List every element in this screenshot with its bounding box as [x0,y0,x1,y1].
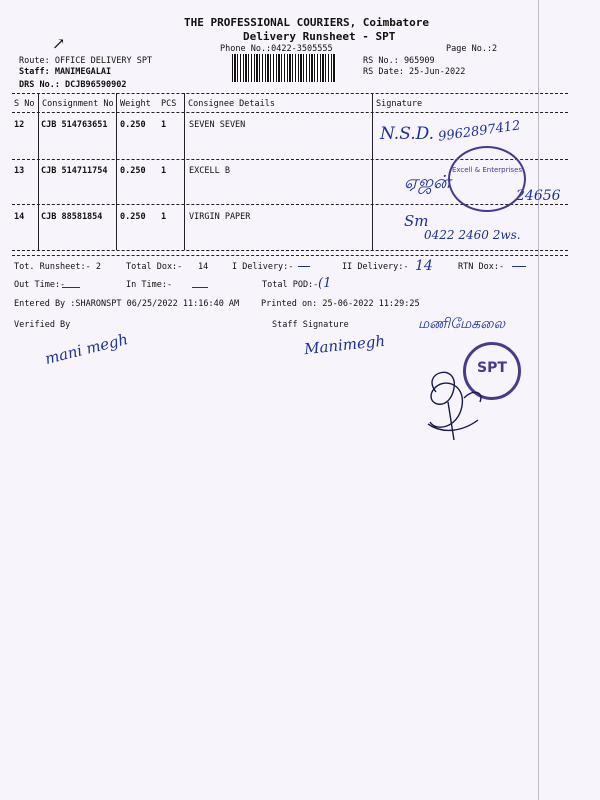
entered-by: Entered By :SHARONSPT 06/25/2022 11:16:40 AM [14,299,240,309]
excell-stamp-text: Excell & Enterprises [451,166,523,174]
table-bottom-rule [12,250,568,251]
printed-on: Printed on: 25-06-2022 11:29:25 [261,299,420,309]
table-top-rule [12,93,568,94]
spt-stamp-text: SPT [477,360,507,376]
row-pcs: 1 [161,120,167,130]
phone-number: Phone No.:0422-3505555 [220,44,333,54]
staff: Staff: MANIMEGALAI [19,67,112,77]
total-pod: Total POD:- [262,280,319,290]
in-time: In Time:- [126,280,173,290]
page-edge [538,0,539,800]
pen-mark-icon: ↗ [52,34,66,53]
verified-by: Verified By [14,320,71,330]
row14-phone: 0422 2460 2ws. [424,228,521,242]
row-consignment: CJB 88581854 [41,212,103,222]
column-divider [372,93,373,250]
table-header-rule [12,112,568,113]
row-weight: 0.250 [120,166,146,176]
row-weight: 0.250 [120,120,146,130]
staff-signature: Manimegh [303,331,386,359]
rs-date: RS Date: 25-Jun-2022 [363,67,466,77]
col-header-consignment: Consignment No [42,99,114,109]
i-delivery: I Delivery:- [232,262,294,272]
verified-signature: mani megh [43,330,130,368]
company-title: THE PROFESSIONAL COURIERS, Coimbatore [184,16,430,29]
row14-signature: Sm [404,212,429,230]
staff-signature-label: Staff Signature [272,320,349,330]
rtn-dox-dash [512,266,526,267]
in-time-dash [192,287,208,288]
column-divider [116,93,117,250]
col-header-signature: Signature [376,99,423,109]
row-sno: 12 [14,120,25,130]
route: Route: OFFICE DELIVERY SPT [19,56,153,66]
col-header-pcs: PCS [161,99,177,109]
total-dox-value: 14 [198,262,209,272]
row-pcs: 1 [161,166,167,176]
rs-number: RS No.: 965909 [363,56,435,66]
row12-signature: N.S.D. [380,124,435,144]
row13-phone: 24656 [516,188,561,204]
col-header-consignee: Consignee Details [188,99,275,109]
table-bottom-rule-2 [12,255,568,256]
out-time-dash [62,287,80,288]
row-pcs: 1 [161,212,167,222]
page-number: Page No.:2 [446,44,498,54]
excell-stamp [448,146,526,212]
row-consignee: SEVEN SEVEN [189,120,246,130]
row-consignee: EXCELL B [189,166,230,176]
drs-number: DRS No.: DCJB96590902 [19,80,127,90]
rtn-dox: RTN Dox:- [458,262,505,272]
row-weight: 0.250 [120,212,146,222]
column-divider [38,93,39,250]
runsheet-subtitle: Delivery Runsheet - SPT [243,30,396,43]
row12-phone: 9962897412 [437,118,522,145]
col-header-weight: Weight [120,99,151,109]
col-header-sno: S No [14,99,35,109]
ii-delivery: II Delivery:- [342,262,409,272]
row-consignee: VIRGIN PAPER [189,212,251,222]
barcode [232,54,336,82]
column-divider [184,93,185,250]
total-pod-value: (1 [318,276,332,291]
ii-delivery-value: 14 [415,258,433,274]
tot-runsheet: Tot. Runsheet:- 2 [14,262,101,272]
total-dox-label: Total Dox:- [126,262,183,272]
i-delivery-dash [298,266,310,267]
row-sno: 13 [14,166,25,176]
row-consignment: CJB 514763651 [41,120,108,130]
out-time: Out Time:- [14,280,66,290]
row13-signature: ஏஜன் [404,172,451,193]
scribble-signature [418,362,498,444]
tamil-name-signature: மணிமேகலை [418,316,506,332]
row-sno: 14 [14,212,25,222]
row-consignment: CJB 514711754 [41,166,108,176]
